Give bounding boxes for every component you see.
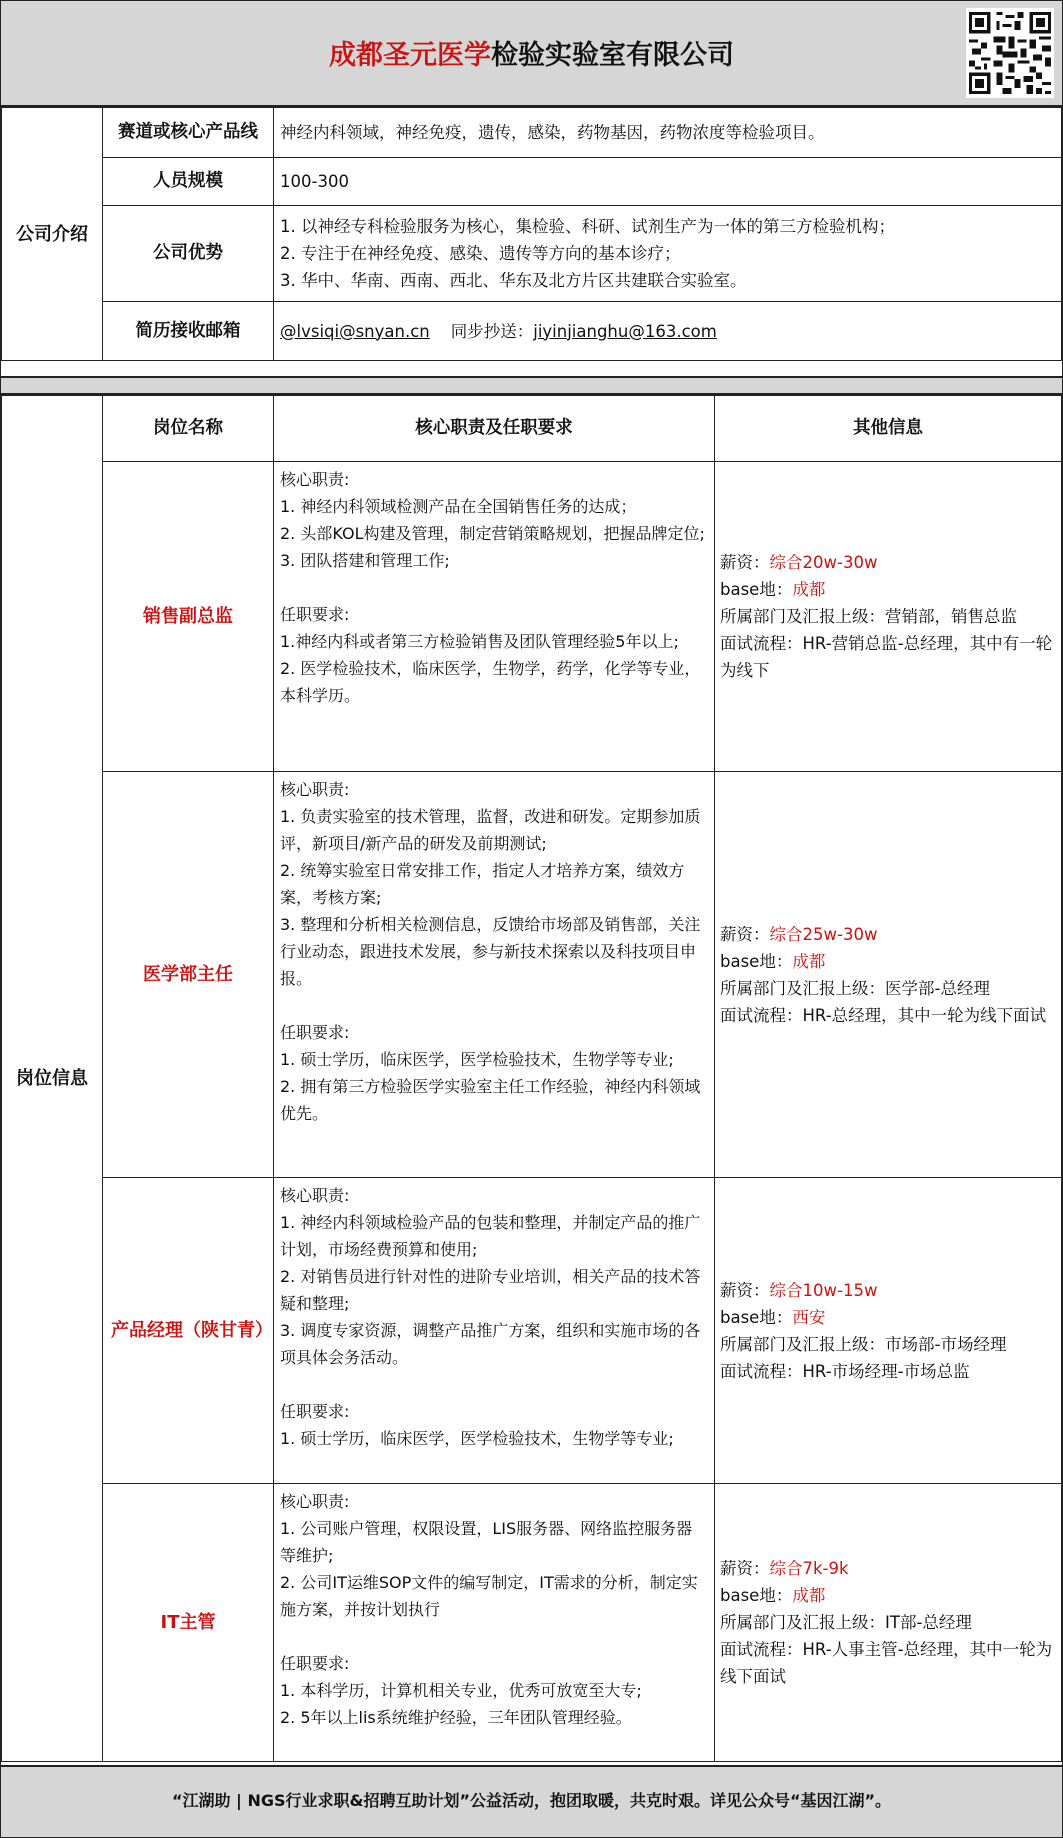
base-line	[720, 948, 1056, 975]
interview-line: 面试流程：HR-市场经理-市场总监	[720, 1361, 970, 1381]
company-intro-table	[1, 107, 1062, 361]
intro-value-email	[274, 302, 1062, 361]
duty-line: 1. 神经内科领域检验产品的包装和整理，并制定产品的推广计划，市场经费预算和使用;	[280, 1213, 701, 1259]
req-header: 任职要求:	[280, 605, 350, 624]
page-title	[1, 33, 1062, 72]
intro-label-staff-size: 人员规模	[103, 158, 274, 206]
base-line	[720, 1582, 1056, 1609]
job-row	[2, 462, 1062, 772]
req-line: 1.神经内科或者第三方检验销售及团队管理经验5年以上;	[280, 632, 679, 651]
intro-text-line: 2. 专注于在神经免疫、感染、遗传等方向的基本诊疗；	[280, 244, 681, 263]
base-label: base地：	[720, 951, 793, 971]
email-primary-link[interactable]: @lvsiqi@snyan.cn	[280, 321, 430, 341]
duty-header: 核心职责:	[280, 1186, 350, 1205]
base-value: 成都	[792, 951, 826, 971]
req-line: 2. 医学检验技术，临床医学，生物学，药学，化学等专业，本科学历。	[280, 659, 701, 705]
job-other-info	[715, 1484, 1062, 1762]
title-company-rest: 检验实验室有限公司	[491, 40, 734, 71]
salary-line	[720, 921, 1056, 948]
req-line: 1. 硕士学历，临床医学，医学检验技术，生物学等专业;	[280, 1050, 674, 1069]
req-line: 2. 5年以上lis系统维护经验，三年团队管理经验。	[280, 1708, 632, 1727]
intro-text-line: 神经内科领域，神经免疫，遗传，感染，药物基因，药物浓度等检验项目。	[280, 123, 825, 142]
job-duties	[274, 462, 715, 772]
base-value: 成都	[792, 580, 826, 599]
duty-line: 3. 团队搭建和管理工作;	[280, 551, 450, 570]
dept-line: 所属部门及汇报上级：医学部-总经理	[720, 978, 990, 998]
job-title: 产品经理（陕甘青）	[103, 1178, 274, 1484]
job-table-header	[2, 396, 1062, 462]
job-title: 销售副总监	[103, 462, 274, 772]
email-cc-link[interactable]: jiyinjianghu@163.com	[533, 321, 717, 341]
req-line: 1. 硕士学历，临床医学，医学检验技术，生物学等专业;	[280, 1429, 674, 1448]
job-row	[2, 772, 1062, 1178]
col-header-other: 其他信息	[715, 396, 1062, 462]
section-divider	[1, 376, 1062, 395]
intro-value-product-line	[274, 108, 1062, 158]
intro-row-advantages	[2, 206, 1062, 302]
duty-line: 3. 整理和分析相关检测信息，反馈给市场部及销售部，关注行业动态，跟进技术发展，参与新技术探索以及科技项目申报。	[280, 915, 701, 988]
duty-header: 核心职责:	[280, 1492, 350, 1511]
section-label-jobs: 岗位信息	[2, 396, 103, 1762]
salary-line	[720, 549, 1056, 576]
req-header: 任职要求:	[280, 1402, 350, 1421]
dept-line: 所属部门及汇报上级：IT部-总经理	[720, 1613, 972, 1632]
salary-label: 薪资：	[720, 1280, 770, 1300]
duty-line: 2. 对销售员进行针对性的进阶专业培训，相关产品的技术答疑和整理;	[280, 1267, 701, 1313]
qr-code-icon	[966, 8, 1054, 98]
req-header: 任职要求:	[280, 1023, 350, 1042]
salary-label: 薪资：	[720, 553, 770, 572]
duty-line: 1. 神经内科领域检测产品在全国销售任务的达成；	[280, 497, 637, 516]
intro-label-product-line: 赛道或核心产品线	[103, 108, 274, 158]
salary-value: 综合10w-15w	[769, 1280, 878, 1300]
duty-header: 核心职责:	[280, 470, 350, 489]
req-line: 2. 拥有第三方检验医学实验室主任工作经验，神经内科领域优先。	[280, 1077, 701, 1123]
salary-value: 综合7k-9k	[769, 1559, 849, 1578]
salary-value: 综合20w-30w	[769, 553, 878, 572]
page-header	[1, 1, 1062, 107]
interview-line: 面试流程：HR-营销总监-总经理，其中有一轮为线下	[720, 634, 1053, 680]
salary-value: 综合25w-30w	[769, 924, 878, 944]
req-line: 1. 本科学历，计算机相关专业，优秀可放宽至大专;	[280, 1681, 642, 1700]
duty-line: 1. 负责实验室的技术管理，监督，改进和研发。定期参加质评，新项目/新产品的研发及前期测试;	[280, 807, 701, 853]
job-other-info	[715, 1178, 1062, 1484]
col-header-duty: 核心职责及任职要求	[274, 396, 715, 462]
base-value: 西安	[792, 1307, 826, 1327]
job-other-info	[715, 772, 1062, 1178]
email-cc-label: 同步抄送：	[450, 321, 534, 341]
intro-text-line: 3. 华中、华南、西南、西北、华东及北方片区共建联合实验室。	[280, 271, 747, 290]
intro-row-email	[2, 302, 1062, 361]
job-other-info	[715, 462, 1062, 772]
intro-label-email: 简历接收邮箱	[103, 302, 274, 361]
duty-line: 1. 公司账户管理，权限设置，LIS服务器、网络监控服务器等维护;	[280, 1519, 693, 1565]
base-line	[720, 1304, 1056, 1331]
intro-row-product-line	[2, 108, 1062, 158]
base-label: base地：	[720, 1307, 793, 1327]
job-info-table	[1, 395, 1062, 1762]
duty-line: 2. 公司IT运维SOP文件的编写制定，IT需求的分析，制定实施方案，并按计划执行	[280, 1573, 698, 1619]
base-line	[720, 576, 1056, 603]
intro-label-advantages: 公司优势	[103, 206, 274, 302]
duty-line: 2. 头部KOL构建及管理，制定营销策略规划，把握品牌定位;	[280, 524, 705, 543]
intro-row-staff-size	[2, 158, 1062, 206]
interview-line: 面试流程：HR-总经理，其中一轮为线下面试	[720, 1005, 1047, 1025]
job-duties	[274, 772, 715, 1178]
intro-text-line: 100-300	[280, 172, 349, 191]
salary-line	[720, 1555, 1056, 1582]
salary-label: 薪资：	[720, 1559, 770, 1578]
job-row	[2, 1178, 1062, 1484]
req-header: 任职要求:	[280, 1654, 350, 1673]
job-duties	[274, 1178, 715, 1484]
job-duties	[274, 1484, 715, 1762]
base-label: base地：	[720, 1586, 793, 1605]
duty-line: 2. 统筹实验室日常安排工作，指定人才培养方案，绩效方案，考核方案;	[280, 861, 685, 907]
job-row	[2, 1484, 1062, 1762]
dept-line: 所属部门及汇报上级：营销部，销售总监	[720, 607, 1017, 626]
intro-value-advantages	[274, 206, 1062, 302]
col-header-title: 岗位名称	[103, 396, 274, 462]
title-company-name: 成都圣元医学	[329, 40, 491, 71]
duty-header: 核心职责:	[280, 780, 350, 799]
interview-line: 面试流程：HR-人事主管-总经理，其中一轮为线下面试	[720, 1640, 1053, 1686]
salary-line	[720, 1277, 1056, 1304]
dept-line: 所属部门及汇报上级：市场部-市场经理	[720, 1334, 1007, 1354]
base-value: 成都	[792, 1586, 826, 1605]
duty-line: 3. 调度专家资源，调整产品推广方案，组织和实施市场的各项具体会务活动。	[280, 1321, 701, 1367]
intro-value-staff-size	[274, 158, 1062, 206]
section-label-company-intro: 公司介绍	[2, 108, 103, 361]
intro-text-line: 1. 以神经专科检验服务为核心，集检验、科研、试剂生产为一体的第三方检验机构；	[280, 217, 895, 236]
footer-note: “江湖助 | NGS行业求职&招聘互助计划”公益活动，抱团取暖，共克时艰。详见公众号“基因江湖”。	[1, 1765, 1062, 1837]
salary-label: 薪资：	[720, 924, 770, 944]
base-label: base地：	[720, 580, 793, 599]
job-title: 医学部主任	[103, 772, 274, 1178]
job-title: IT主管	[103, 1484, 274, 1762]
